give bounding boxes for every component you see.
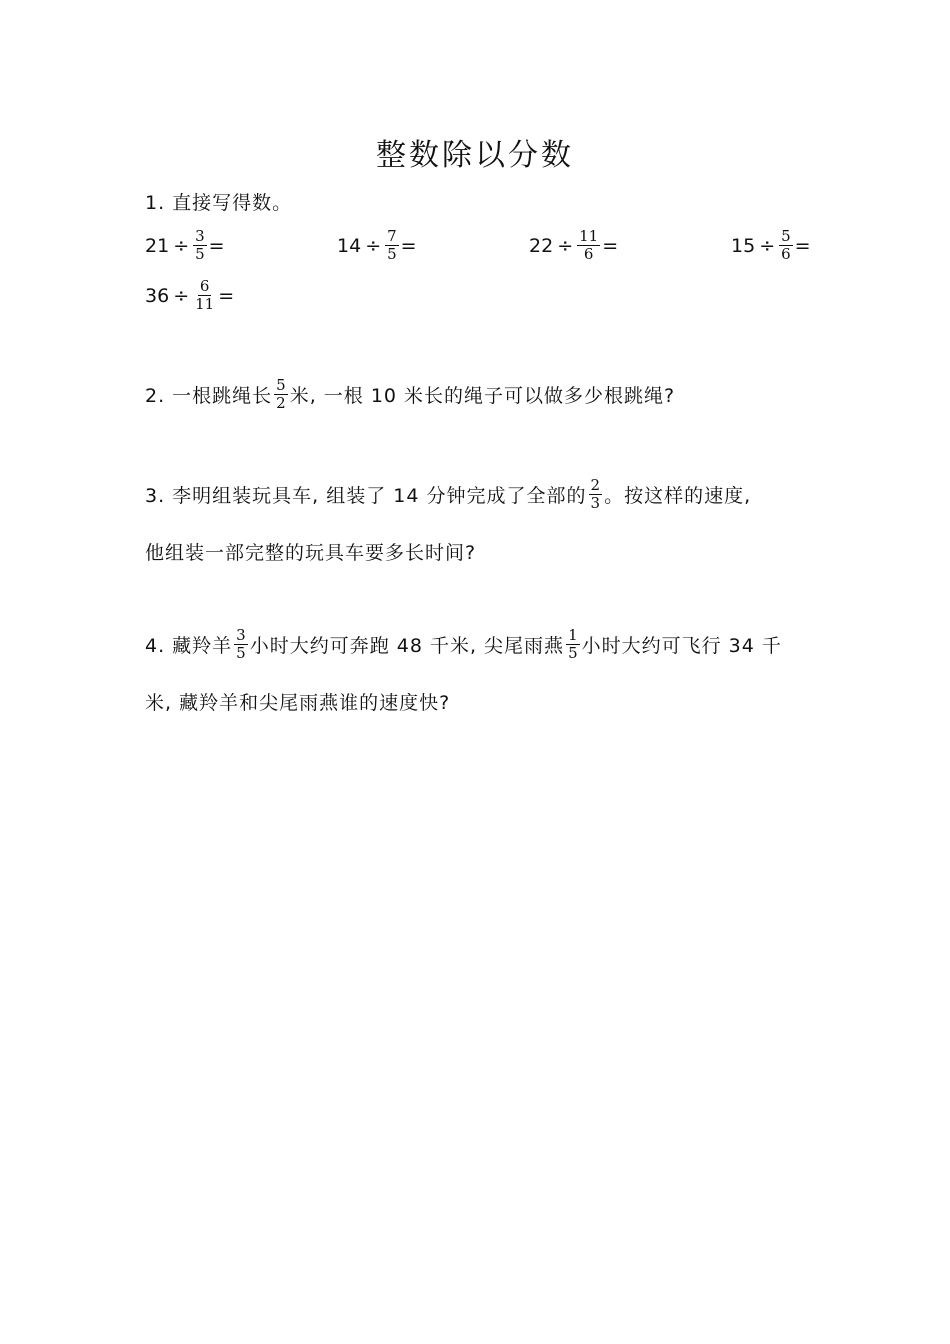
fraction <box>589 477 603 512</box>
q1-item-5 <box>145 278 234 313</box>
denominator: 5 <box>195 245 205 263</box>
numerator: 3 <box>236 626 246 644</box>
q4-text-2: 小时大约可奔跑 48 千米, 尖尾雨燕 <box>249 635 565 657</box>
q1-item-2 <box>337 228 417 263</box>
q1-heading: 1. 直接写得数。 <box>145 192 293 214</box>
denominator: 3 <box>590 494 601 512</box>
denominator: 6 <box>781 245 791 263</box>
divide-sign: ÷ <box>173 234 190 257</box>
whole-number: 22 <box>529 234 554 257</box>
numerator: 3 <box>195 227 205 245</box>
q3-line-2: 他组装一部完整的玩具车要多长时间? <box>145 542 477 564</box>
q4-text-3: 小时大约可飞行 34 千 <box>581 635 782 657</box>
numerator: 5 <box>276 376 286 394</box>
whole-number: 14 <box>337 234 362 257</box>
equals-sign: = <box>208 234 225 257</box>
equals-sign: = <box>218 284 235 307</box>
divide-sign: ÷ <box>365 234 382 257</box>
denominator: 6 <box>583 245 594 263</box>
q1-item-1 <box>145 228 225 263</box>
equals-sign: = <box>602 234 619 257</box>
denominator: 5 <box>568 644 578 662</box>
denominator: 2 <box>276 394 286 412</box>
q4-text-1: 4. 藏羚羊 <box>145 635 233 657</box>
q3-text-1: 3. 李明组装玩具车, 组装了 14 分钟完成了全部的 <box>145 485 587 507</box>
q1-item-3 <box>529 228 618 263</box>
q3-line-1 <box>145 477 751 512</box>
whole-number: 36 <box>145 284 170 307</box>
equals-sign: = <box>400 234 417 257</box>
q2-line <box>145 377 675 412</box>
numerator: 6 <box>199 277 210 295</box>
fraction <box>274 377 288 412</box>
numerator: 11 <box>579 227 599 245</box>
page-title: 整数除以分数 <box>376 138 574 173</box>
fraction <box>566 627 580 662</box>
whole-number: 21 <box>145 234 170 257</box>
divide-sign: ÷ <box>759 234 776 257</box>
fraction <box>779 228 793 263</box>
q4-line-2: 米, 藏羚羊和尖尾雨燕谁的速度快? <box>145 692 451 714</box>
numerator: 7 <box>387 227 397 245</box>
divide-sign: ÷ <box>173 284 190 307</box>
fraction <box>193 278 216 313</box>
q1-item-4 <box>731 228 811 263</box>
q3-text-2: 。按这样的速度, <box>604 485 752 507</box>
whole-number: 15 <box>731 234 756 257</box>
divide-sign: ÷ <box>557 234 574 257</box>
numerator: 1 <box>568 626 578 644</box>
numerator: 5 <box>781 227 791 245</box>
equals-sign: = <box>794 234 811 257</box>
denominator: 5 <box>236 644 246 662</box>
q4-line-1 <box>145 627 782 662</box>
q2-text-1: 2. 一根跳绳长 <box>145 385 273 407</box>
numerator: 2 <box>590 476 601 494</box>
fraction <box>577 228 600 263</box>
fraction <box>385 228 399 263</box>
q2-text-2: 米, 一根 10 米长的绳子可以做多少根跳绳? <box>289 385 676 407</box>
denominator: 5 <box>387 245 397 263</box>
fraction <box>193 228 207 263</box>
fraction <box>234 627 248 662</box>
denominator: 11 <box>195 295 215 313</box>
